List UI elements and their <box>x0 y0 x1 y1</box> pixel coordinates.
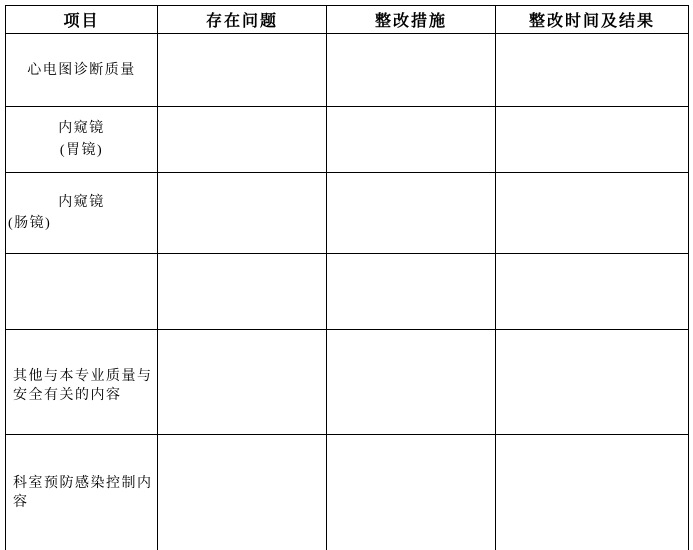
table-row-other-quality-safety <box>6 330 689 435</box>
header-time-result: 整改时间及结果 <box>496 6 689 34</box>
item-cell-blank[interactable] <box>6 254 158 330</box>
header-problems: 存在问题 <box>158 6 327 34</box>
rectification-form-table <box>5 5 689 550</box>
measures-cell[interactable] <box>327 34 496 107</box>
problems-cell[interactable] <box>158 254 327 330</box>
item-label: 科室预防感染控制内 <box>13 475 153 491</box>
table-header-row <box>6 6 689 34</box>
table-row-colonoscope <box>6 173 689 254</box>
item-label: 其他与本专业质量与 <box>13 369 153 384</box>
item-label-sub: (肠镜) <box>8 216 52 231</box>
item-label-sub: (胃镜) <box>59 142 104 158</box>
item-cell-gastroscope <box>6 107 158 173</box>
problems-cell[interactable] <box>158 34 327 107</box>
item-cell-colonoscope <box>6 173 158 254</box>
item-label-line2: 安全有关的内容 <box>13 388 122 403</box>
measures-cell[interactable] <box>327 254 496 330</box>
item-cell-ecg <box>6 34 158 107</box>
problems-cell[interactable] <box>158 107 327 173</box>
problems-cell[interactable] <box>158 330 327 435</box>
time-result-cell[interactable] <box>496 435 689 550</box>
table-row-blank <box>6 254 689 330</box>
problems-cell[interactable] <box>158 435 327 550</box>
header-item: 项目 <box>6 6 158 34</box>
item-label-line2: 容 <box>13 494 29 510</box>
header-measures: 整改措施 <box>327 6 496 34</box>
measures-cell[interactable] <box>327 173 496 254</box>
problems-cell[interactable] <box>158 173 327 254</box>
item-label: 内窥镜 <box>58 120 105 136</box>
item-cell-infection-control <box>6 435 158 550</box>
time-result-cell[interactable] <box>496 254 689 330</box>
item-label: 内窥镜 <box>58 195 105 210</box>
table-row-gastroscope <box>6 107 689 173</box>
measures-cell[interactable] <box>327 435 496 550</box>
measures-cell[interactable] <box>327 107 496 173</box>
measures-cell[interactable] <box>327 330 496 435</box>
time-result-cell[interactable] <box>496 173 689 254</box>
item-cell-other-quality-safety <box>6 330 158 435</box>
table-row-ecg <box>6 34 689 107</box>
item-label: 心电图诊断质量 <box>27 62 136 78</box>
time-result-cell[interactable] <box>496 107 689 173</box>
table-row-infection-control <box>6 435 689 550</box>
time-result-cell[interactable] <box>496 34 689 107</box>
time-result-cell[interactable] <box>496 330 689 435</box>
